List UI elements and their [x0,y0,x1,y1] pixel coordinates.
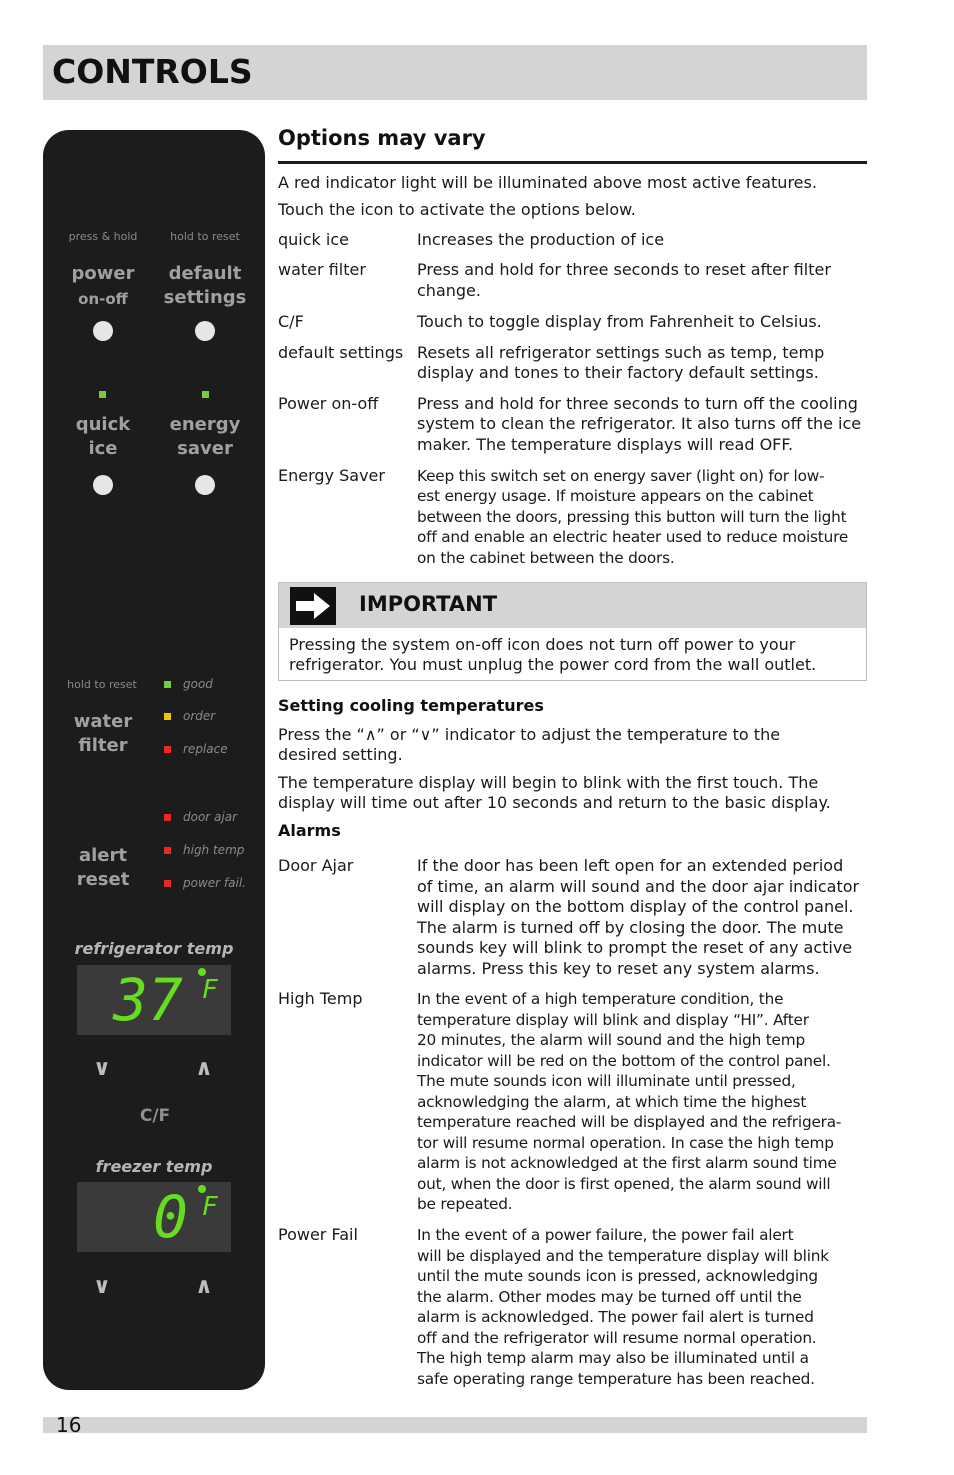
freezer-temp-value: 0 [153,1183,188,1251]
alarm-desc-line: The alarm is turned off by closing the door. The mute [417,918,844,937]
energy-saver-indicator [202,391,209,398]
option-desc-line: maker. The temperature displays will read OFF. [417,435,794,454]
reset-label[interactable]: reset [76,869,130,890]
heading-rule [278,161,867,164]
option-desc-line: off and enable an electric heater used to reduce moisture [417,528,849,546]
freezer-up-arrow[interactable]: ∧ [195,1274,213,1299]
cooling-p1-line: desired setting. [278,745,403,764]
refrigerator-temp-display [77,965,231,1035]
arrow-right-icon [290,587,336,625]
footer-bar [43,1417,867,1433]
refrigerator-temp-value: 37 [113,966,183,1034]
cooling-p2-line: display will time out after 10 seconds and return to the basic display. [278,793,831,812]
option-desc-line: system to clean the refrigerator. It also turns off the ice [417,414,862,433]
cooling-p1-line: Press the “∧” or “∨” indicator to adjust the temperature to the [278,725,781,744]
alarm-term: Door Ajar [278,856,354,875]
options-intro-2: Touch the icon to activate the options below. [278,200,636,219]
important-line: Pressing the system on-off icon does not turn off power to your [289,635,796,654]
alarm-desc-line: In the event of a power failure, the power fail alert [417,1226,794,1244]
option-desc-line: Resets all refrigerator settings such as temp, temp [417,343,825,362]
alarm-desc-line: alarms. Press this key to reset any system alarms. [417,959,820,978]
filter-replace-led [164,746,171,753]
power-button[interactable] [93,321,113,341]
important-notice [278,582,867,681]
default-settings-button[interactable] [195,321,215,341]
option-term: Power on-off [278,394,379,413]
refrigerator-up-arrow[interactable]: ∧ [195,1056,213,1081]
high-temp-label: high temp [183,843,245,857]
alarm-desc-line: will display on the bottom display of the control panel. [417,897,854,916]
freezer-temp-display [77,1182,231,1252]
cooling-p2-line: The temperature display will begin to blink with the first touch. The [278,773,819,792]
option-term: Energy Saver [278,466,385,485]
page-number: 16 [56,1413,82,1437]
alarms-heading: Alarms [278,821,341,840]
options-heading: Options may vary [278,126,486,150]
filter-label[interactable]: filter [78,735,128,756]
saver-label: saver [177,438,233,459]
alarm-desc-line: The mute sounds icon will illuminate until pressed, [417,1072,796,1090]
refrigerator-down-arrow[interactable]: ∨ [93,1056,111,1081]
alarm-desc-line: sounds key will blink to prompt the reset of any active [417,938,853,957]
alarm-desc-line: until the mute sounds icon is pressed, acknowledging [417,1267,818,1285]
option-desc-line: Keep this switch set on energy saver (light on) for low- [417,467,825,485]
power-sub-label: on-off [78,290,128,308]
alarm-desc-line: off and the refrigerator will resume normal operation. [417,1329,817,1347]
option-desc-line: Press and hold for three seconds to turn off the cooling [417,394,858,413]
default-label: default [168,263,242,284]
alarm-desc-line: temperature reached will be displayed and the refrigera- [417,1113,842,1131]
options-intro-1: A red indicator light will be illuminated above most active features. [278,173,817,192]
important-line: refrigerator. You must unplug the power cord from the wall outlet. [289,655,817,674]
option-desc-line: Touch to toggle display from Fahrenheit to Celsius. [417,312,822,331]
alarm-desc-line: be repeated. [417,1195,513,1213]
filter-hold-to-reset-label: hold to reset [67,678,137,691]
power-fail-label: power fail. [183,876,246,890]
option-desc-line: Increases the production of ice [417,230,665,249]
option-desc-line: between the doors, pressing this button will turn the light [417,508,847,526]
option-term: water filter [278,260,366,279]
energy-saver-button[interactable] [195,475,215,495]
option-desc-line: change. [417,281,481,300]
page-title: CONTROLS [52,52,253,91]
freezer-temp-unit: F [202,1192,218,1222]
press-hold-label: press & hold [68,230,138,243]
refrigerator-temp-title: refrigerator temp [74,939,234,958]
high-temp-led [164,847,171,854]
ice-label: ice [88,438,118,459]
alarm-desc-line: out, when the door is first opened, the alarm sound will [417,1175,831,1193]
freezer-down-arrow[interactable]: ∨ [93,1274,111,1299]
important-header [279,583,866,628]
door-ajar-label: door ajar [183,810,238,824]
option-desc-line: est energy usage. If moisture appears on the cabinet [417,487,814,505]
option-desc-line: on the cabinet between the doors. [417,549,675,567]
alarm-desc-line: The high temp alarm may also be illuminated until a [417,1349,809,1367]
filter-good-label: good [183,677,213,691]
cooling-heading: Setting cooling temperatures [278,696,544,715]
alarm-desc-line: alarm is not acknowledged at the first alarm sound time [417,1154,837,1172]
alarm-desc-line: will be displayed and the temperature display will blink [417,1247,829,1265]
alarm-desc-line: of time, an alarm will sound and the door ajar indicator [417,877,860,896]
quick-label: quick [75,414,131,435]
filter-good-led [164,681,171,688]
quick-ice-button[interactable] [93,475,113,495]
power-label: power [71,263,135,284]
alarm-desc-line: 20 minutes, the alarm will sound and the high temp [417,1031,805,1049]
filter-replace-label: replace [183,742,228,756]
alarm-desc-line: In the event of a high temperature condition, the [417,990,784,1008]
power-fail-led [164,880,171,887]
important-title: IMPORTANT [359,592,498,616]
hold-to-reset-label: hold to reset [170,230,240,243]
freezer-temp-title: freezer temp [95,1157,213,1176]
filter-order-label: order [183,709,216,723]
alarm-term: High Temp [278,989,363,1008]
option-term: default settings [278,343,404,362]
cf-toggle[interactable]: C/F [139,1106,171,1126]
door-ajar-led [164,814,171,821]
alarm-desc-line: alarm is acknowledged. The power fail alert is turned [417,1308,814,1326]
water-label[interactable]: water [73,711,133,732]
filter-order-led [164,713,171,720]
alarm-desc-line: the alarm. Other modes may be turned off until the [417,1288,802,1306]
settings-label: settings [163,287,247,308]
alert-label[interactable]: alert [78,845,127,866]
alarm-desc-line: indicator will be red on the bottom of the control panel. [417,1052,831,1070]
option-desc-line: Press and hold for three seconds to reset after filter [417,260,831,279]
option-desc-line: display and tones to their factory default settings. [417,363,819,382]
energy-label: energy [169,414,241,435]
alarm-desc-line: tor will resume normal operation. In case the high temp [417,1134,834,1152]
alarm-desc-line: acknowledging the alarm, at which time the highest [417,1093,807,1111]
alarm-desc-line: If the door has been left open for an extended period [417,856,844,875]
quick-ice-indicator [99,391,106,398]
alarm-desc-line: safe operating range temperature has been reached. [417,1370,815,1388]
alarm-desc-line: temperature display will blink and display “HI”. After [417,1011,809,1029]
option-term: C/F [278,312,304,331]
refrigerator-temp-unit: F [202,975,218,1005]
option-term: quick ice [278,230,349,249]
alarm-term: Power Fail [278,1225,358,1244]
